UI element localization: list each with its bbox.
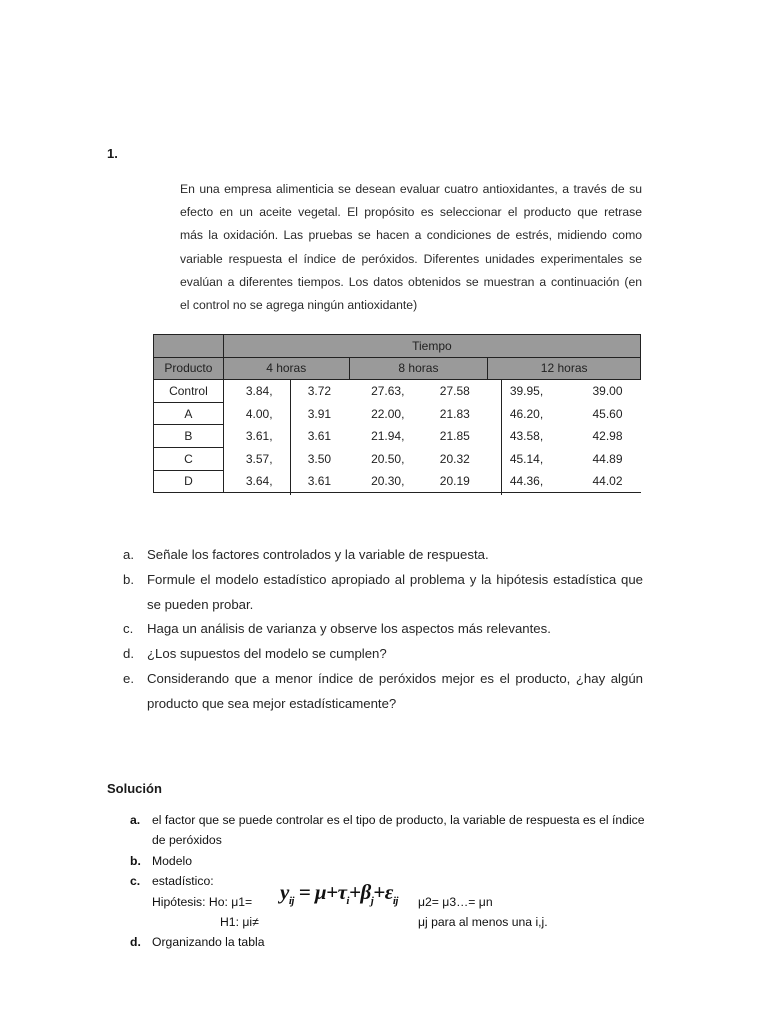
value-cell: 46.20, <box>509 406 544 421</box>
producto-header: Producto <box>154 357 224 380</box>
h0-prefix: Hipótesis: Ho: μ1= <box>152 894 253 909</box>
value-cell: 3.61 <box>307 429 332 444</box>
product-cell: C <box>154 447 224 470</box>
time-header-12h: 12 horas <box>488 357 641 380</box>
value-cell: 20.19 <box>439 474 470 489</box>
value-cell: 27.63, <box>371 384 405 399</box>
solution-label: c. <box>130 874 141 889</box>
intro-line: efecto en un aceite vegetal. El propósito es seleccionar el producto que retrase <box>180 205 642 220</box>
solution-text: Organizando la tabla <box>152 935 265 950</box>
table-row <box>154 425 641 448</box>
question-text: Formule el modelo estadístico apropiado al problema y la hipótesis estadística que se pueden probar. <box>147 571 643 612</box>
formula-beta-subscript: j <box>370 895 374 908</box>
solution-item-d <box>130 932 660 952</box>
solution-title: Solución <box>107 781 162 796</box>
formula-plus: + <box>326 880 338 904</box>
table-divider <box>501 379 502 495</box>
value-cell: 44.02 <box>592 474 623 489</box>
value-cell: 39.00 <box>592 384 623 399</box>
table-row <box>154 470 641 493</box>
value-cell: 44.89 <box>592 451 623 466</box>
value-cell: 3.57, <box>245 451 273 466</box>
formula-beta: β <box>360 880 371 904</box>
formula-plus: + <box>348 880 361 904</box>
time-header-8h: 8 horas <box>349 357 488 380</box>
table-divider <box>290 379 291 495</box>
question-item <box>123 543 643 568</box>
table-row <box>154 402 641 425</box>
value-cell: 39.95, <box>509 384 544 399</box>
question-list <box>123 543 643 717</box>
value-cell: 21.83 <box>439 406 470 421</box>
value-cell: 4.00, <box>245 406 273 421</box>
formula-plus: + <box>373 880 385 904</box>
problem-statement <box>180 178 642 317</box>
solution-label: b. <box>130 853 141 868</box>
solution-text: estadístico: <box>152 874 214 889</box>
question-item <box>123 617 643 642</box>
value-cell: 21.94, <box>371 429 405 444</box>
question-label: e. <box>123 670 134 686</box>
value-cell: 27.58 <box>439 384 470 399</box>
table-row <box>154 380 641 403</box>
value-cell: 20.30, <box>371 474 405 489</box>
h0-suffix: μ2= μ3…= μn <box>418 894 493 909</box>
value-cell: 3.84, <box>245 384 273 399</box>
value-cell: 3.72 <box>307 384 332 399</box>
value-cell: 20.32 <box>439 451 470 466</box>
value-cell: 42.98 <box>592 429 623 444</box>
question-item <box>123 642 643 667</box>
formula-tau: τ <box>337 880 347 904</box>
solution-item-a <box>130 810 660 851</box>
value-cell: 3.61, <box>245 429 273 444</box>
question-label: b. <box>123 571 134 587</box>
value-cell: 3.61 <box>307 474 332 489</box>
formula-y-subscript: ij <box>288 895 294 908</box>
solution-label: d. <box>130 935 141 950</box>
question-text: Considerando que a menor índice de peróxidos mejor es el producto, ¿hay algún producto que sea mejor estadísticamente? <box>147 670 643 711</box>
table-row <box>154 447 641 470</box>
solution-text: el factor que se puede controlar es el tipo de producto, la variable de respuesta es el índice de peróxidos <box>152 813 645 848</box>
value-cell: 44.36, <box>509 474 544 489</box>
question-label: a. <box>123 547 134 562</box>
product-cell: A <box>154 402 224 425</box>
intro-line: variable respuesta el índice de peróxidos. Diferentes unidades experimentales se <box>180 251 642 266</box>
product-cell: Control <box>154 380 224 403</box>
product-cell: B <box>154 425 224 448</box>
h1-prefix: H1: μi≠ <box>220 915 259 930</box>
question-text: Señale los factores controlados y la variable de respuesta. <box>147 547 489 562</box>
tiempo-header: Tiempo <box>223 335 640 358</box>
table-header-cell <box>154 335 224 358</box>
value-cell: 45.14, <box>509 451 544 466</box>
value-cell: 3.50 <box>307 451 332 466</box>
formula-equals: = <box>293 880 315 904</box>
hypothesis-h1-line <box>130 912 660 932</box>
value-cell: 43.58, <box>509 429 544 444</box>
question-label: d. <box>123 646 134 662</box>
time-header-4h: 4 horas <box>223 357 349 380</box>
formula-mu: μ <box>314 880 327 904</box>
intro-line: En una empresa alimenticia se desean evaluar cuatro antioxidantes, a través de su <box>180 182 642 196</box>
question-text: Haga un análisis de varianza y observe los aspectos más relevantes. <box>147 621 551 637</box>
formula-tau-subscript: i <box>346 895 349 908</box>
data-table <box>153 334 641 493</box>
table-header-row <box>154 357 641 380</box>
value-cell: 21.85 <box>439 429 470 444</box>
value-cell: 22.00, <box>371 406 405 421</box>
value-cell: 3.91 <box>307 406 332 421</box>
table-header-row <box>154 335 641 358</box>
h1-suffix: μj para al menos una i,j. <box>418 915 548 930</box>
question-item <box>123 667 643 717</box>
solution-text: Modelo <box>152 853 192 868</box>
intro-line: el control no se agrega ningún antioxidante) <box>180 298 418 313</box>
product-cell: D <box>154 470 224 493</box>
question-label: c. <box>123 621 134 637</box>
model-formula <box>280 880 398 907</box>
formula-y: y <box>280 880 289 904</box>
solution-label: a. <box>130 813 141 827</box>
problem-number: 1. <box>107 146 118 161</box>
intro-line: evalúan a diferentes tiempos. Los datos obtenidos se muestran a continuación (en <box>180 274 642 289</box>
question-text: ¿Los supuestos del modelo se cumplen? <box>147 646 387 662</box>
formula-epsilon-subscript: ij <box>392 895 398 908</box>
solution-item-b <box>130 851 660 871</box>
intro-line: más la oxidación. Las pruebas se hacen a condiciones de estrés, midiendo como <box>180 228 642 243</box>
formula-epsilon: ε <box>384 880 393 904</box>
value-cell: 3.64, <box>245 474 273 489</box>
question-item <box>123 568 643 618</box>
value-cell: 45.60 <box>592 406 623 421</box>
value-cell: 20.50, <box>371 451 405 466</box>
